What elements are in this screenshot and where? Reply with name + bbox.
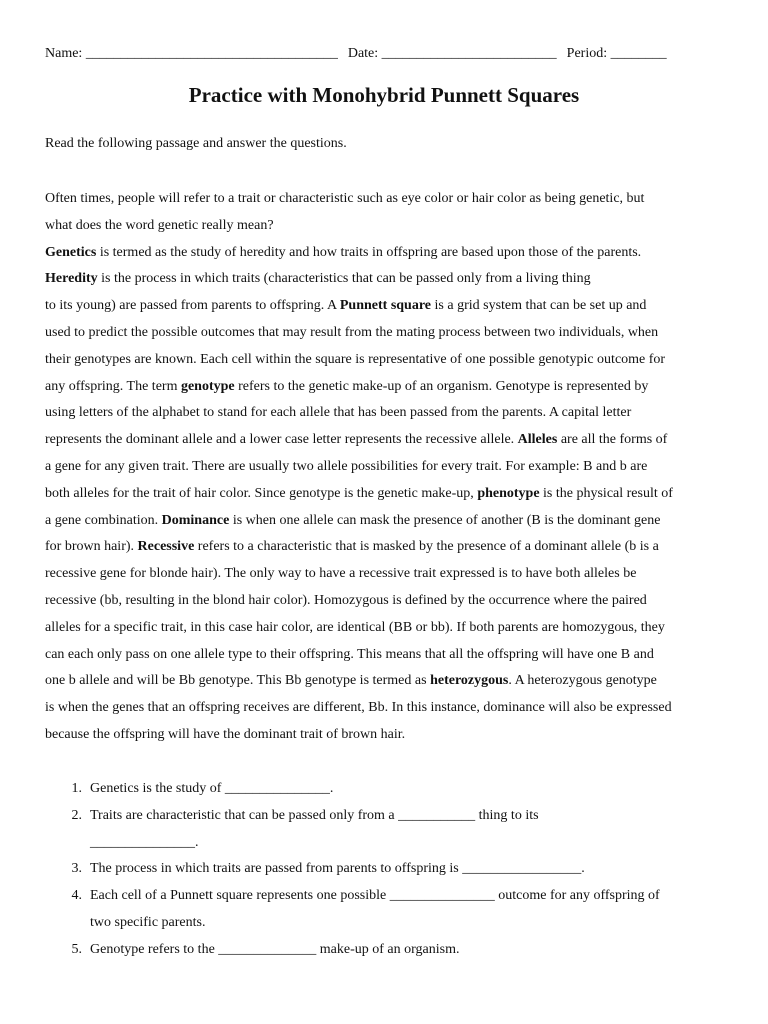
question-text[interactable] — [90, 803, 725, 857]
passage-line — [45, 695, 725, 722]
passage-text: both alleles for the trait of hair color. Since genotype is the genetic make-up, — [45, 485, 478, 501]
passage-line — [45, 668, 725, 695]
question-number: 5. — [71, 941, 82, 957]
passage-line — [45, 454, 725, 481]
question-line: Each cell of a Punnett square represents one possible _______________ outcome for any offspring of — [90, 888, 660, 904]
passage — [45, 186, 725, 749]
passage-term: genotype — [180, 378, 235, 394]
passage-text: refers to a characteristic that is masked by the presence of a dominant allele (b is a — [194, 539, 659, 555]
passage-text: for brown hair). — [45, 539, 138, 555]
passage-text: is the physical result of — [539, 485, 673, 501]
passage-text: using letters of the alphabet to stand for each allele that has been passed from the parents. A capital letter — [45, 405, 632, 421]
passage-term: Punnett square — [339, 298, 432, 314]
question-number: 1. — [71, 781, 82, 796]
passage-line — [45, 722, 725, 749]
passage-text: is a grid system that can be set up and — [431, 298, 647, 314]
passage-text: can each only pass on one allele type to their offspring. This means that all the offspring will have one B and — [45, 646, 654, 662]
passage-text: is when the genes that an offspring receives are different, Bb. In this instance, dominance will also be expressed — [45, 700, 672, 716]
passage-term: phenotype — [477, 485, 540, 501]
question-item — [45, 803, 725, 857]
passage-text: is the process in which traits (characteristics that can be passed only from a living thing — [97, 271, 591, 287]
name-field[interactable]: Name: ____________________________________ — [45, 46, 338, 61]
question-text[interactable] — [90, 937, 725, 964]
passage-text: used to predict the possible outcomes that may result from the mating process between two individuals, when — [45, 324, 659, 340]
passage-line — [45, 508, 725, 535]
question-number: 2. — [71, 807, 82, 823]
passage-line — [45, 427, 725, 454]
passage-line — [45, 374, 725, 401]
passage-text: Often times, people will refer to a trait or characteristic such as eye color or hair color as being genetic, but — [45, 191, 645, 206]
passage-text: because the offspring will have the dominant trait of brown hair. — [45, 726, 406, 742]
passage-text: one b allele and will be Bb genotype. This Bb genotype is termed as — [45, 673, 431, 689]
passage-line — [45, 642, 725, 669]
question-item — [45, 937, 725, 964]
page-title: Practice with Monohybrid Punnett Squares — [188, 83, 580, 107]
passage-term: Dominance — [161, 512, 230, 528]
passage-term: heterozygous — [430, 673, 509, 689]
passage-line — [45, 481, 725, 508]
question-text[interactable] — [90, 776, 725, 803]
passage-text: refers to the genetic make-up of an organism. Genotype is represented by — [234, 378, 649, 394]
passage-text: a gene for any given trait. There are usually two allele possibilities for every trait. For example: B and b are — [45, 458, 648, 474]
question-text[interactable] — [90, 883, 725, 937]
question-list — [45, 776, 725, 964]
passage-term: Recessive — [137, 539, 195, 555]
passage-line — [45, 266, 725, 293]
question-line: _______________. — [90, 834, 199, 850]
question-item — [45, 856, 725, 883]
passage-term: Genetics — [45, 244, 97, 260]
passage-text: recessive (bb, resulting in the blond hair color). Homozygous is defined by the occurrence where the paired — [45, 592, 647, 608]
passage-line — [45, 615, 725, 642]
passage-text: are all the forms of — [557, 432, 668, 448]
passage-line — [45, 293, 725, 320]
passage-text: recessive gene for blonde hair). The only way to have a recessive trait expressed is to have both alleles be — [45, 566, 637, 582]
passage-line — [45, 320, 725, 347]
question-line: Genotype refers to the ______________ make-up of an organism. — [90, 941, 460, 957]
passage-text: is termed as the study of heredity and how traits in offspring are based upon those of the parents. — [96, 244, 642, 260]
question-item — [45, 883, 725, 937]
passage-line — [45, 534, 725, 561]
question-item — [45, 776, 725, 803]
passage-text: what does the word genetic really mean? — [45, 217, 274, 233]
question-number: 4. — [71, 888, 82, 904]
passage-line — [45, 186, 725, 213]
passage-line — [45, 561, 725, 588]
passage-text: alleles for a specific trait, in this case hair color, are identical (BB or bb). If both parents are homozygous, they — [45, 619, 665, 635]
question-line: Traits are characteristic that can be passed only from a ___________ thing to its — [90, 807, 539, 823]
question-text[interactable] — [90, 856, 725, 883]
passage-line — [45, 213, 725, 240]
passage-term: Heredity — [45, 271, 98, 287]
passage-text: to its young) are passed from parents to offspring. A — [45, 298, 340, 314]
header-line — [45, 46, 725, 62]
question-line: Genetics is the study of _______________. — [90, 781, 334, 796]
passage-line — [45, 240, 725, 267]
passage-line — [45, 400, 725, 427]
passage-text: any offspring. The term — [45, 378, 181, 394]
question-line: The process in which traits are passed from parents to offspring is _________________. — [90, 861, 585, 877]
date-field[interactable]: Date: _________________________ — [347, 46, 557, 61]
question-number: 3. — [71, 861, 82, 877]
passage-line — [45, 588, 725, 615]
passage-line — [45, 347, 725, 374]
instruction-text: Read the following passage and answer the questions. — [45, 136, 347, 151]
question-line: two specific parents. — [90, 914, 206, 930]
passage-text: their genotypes are known. Each cell within the square is representative of one possible genotypic outcome for — [45, 351, 666, 367]
passage-term: Alleles — [517, 432, 558, 448]
passage-text: represents the dominant allele and a lower case letter represents the recessive allele. — [45, 432, 518, 448]
passage-text: a gene combination. — [45, 512, 162, 528]
passage-text: is when one allele can mask the presence of another (B is the dominant gene — [229, 512, 661, 528]
period-field[interactable]: Period: ________ — [566, 46, 667, 61]
passage-text: . A heterozygous genotype — [508, 673, 657, 689]
